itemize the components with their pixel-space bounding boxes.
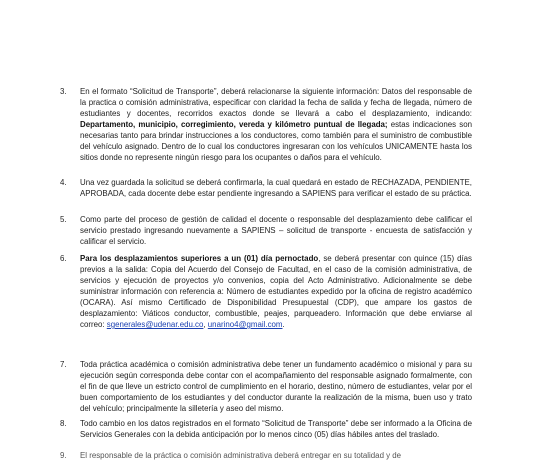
list-item-text: Toda práctica académica o comisión administrativa debe tener un fundamento académico o misional y para su ejecución según corresponda debe contar con el acompañamiento del responsable asignado formalmente, con el fin de que lleve un estricto control de cumplimiento en el horario, destino, número de estudiantes, velar por el buen comportamiento de los estudiantes y del conductor durante la realización de la misma, buen uso y trato del vehículo; principalmente la silletería y aseo del mismo.: [80, 360, 472, 413]
email-link-unarino4[interactable]: unarino4@gmail.com: [207, 320, 283, 329]
list-item-9-partial: [60, 451, 472, 462]
list-item-text: En el formato “Solicitud de Transporte”, deberá relacionarse la siguiente información: Datos del responsable de la practica o comisión administrativa, especificar con claridad la fecha de salida y fecha de llegada, número de estudiantes y docentes, recorridos exactos donde se llevará a cabo el desplazamiento, indicando: Departamento, municipio, corregimiento, vereda y kilómetro puntual de llegada; estas indicaciones son necesarias tanto para brindar instrucciones a los conductores, como también para el suministro de combustible del vehículo asignado. Dentro de lo cual los conductores ingresaran con los vehículos UNICAMENTE hasta los sitios donde no represente ningún riesgo para los ocupantes o daños para el vehículo.: [80, 87, 472, 162]
list-item-text: Como parte del proceso de gestión de calidad el docente o responsable del desplazamiento debe calificar el servicio prestado ingresando nuevamente a SAPIENS – solicitud de transporte - encuesta de satisfacción y calificar el servicio.: [80, 215, 472, 246]
list-number: 3.: [60, 87, 67, 96]
list-item-5: [60, 214, 472, 247]
list-number: 4.: [60, 178, 67, 187]
list-number: 9.: [60, 451, 67, 460]
list-item-4: [60, 177, 472, 199]
list-number: 5.: [60, 215, 67, 224]
list-item-8: [60, 418, 472, 440]
list-item-6: [60, 253, 472, 330]
list-item-text: El responsable de la práctica o comisión administrativa deberá entregar en su totalidad y de: [80, 451, 402, 460]
list-item-3: [60, 86, 472, 163]
list-number: 8.: [60, 419, 67, 428]
email-link-sgenerales[interactable]: sgenerales@udenar.edu.co: [106, 320, 204, 329]
list-item-text: Para los desplazamientos superiores a un (01) día pernoctado, se deberá presentar con quince (15) días previos a la salida: Copia del Acuerdo del Consejo de Facultad, en el caso de la comisión administrativa, de servicios y ejecución de proyectos y/o convenios, copia del Acto Administrativo. Adicionalmente se debe suministrar información con referencia a: Número de estudiantes expedido por la oficina de registro académico (OCARA). Así mismo Certificado de Disponibilidad Presupuestal (CDP), que ampare los gastos de desplazamiento: Viáticos conductor, combustible, peajes, parqueadero. Información que debe enviarse al correo: sgenerales@udenar.edu.co, unarino4@gmail.com.: [80, 254, 472, 329]
list-number: 6.: [60, 254, 67, 263]
list-number: 7.: [60, 360, 67, 369]
list-item-text: Todo cambio en los datos registrados en el formato “Solicitud de Transporte” debe ser informado a la Oficina de Servicios Generales con la debida anticipación por lo menos cinco (05) días hábiles antes del traslado.: [80, 419, 472, 439]
list-item-text: Una vez guardada la solicitud se deberá confirmarla, la cual quedará en estado de RECHAZADA, PENDIENTE, APROBADA, cada docente debe estar pendiente ingresando a SAPIENS para verificar el estado de su práctica.: [80, 178, 472, 198]
list-item-7: [60, 359, 472, 414]
